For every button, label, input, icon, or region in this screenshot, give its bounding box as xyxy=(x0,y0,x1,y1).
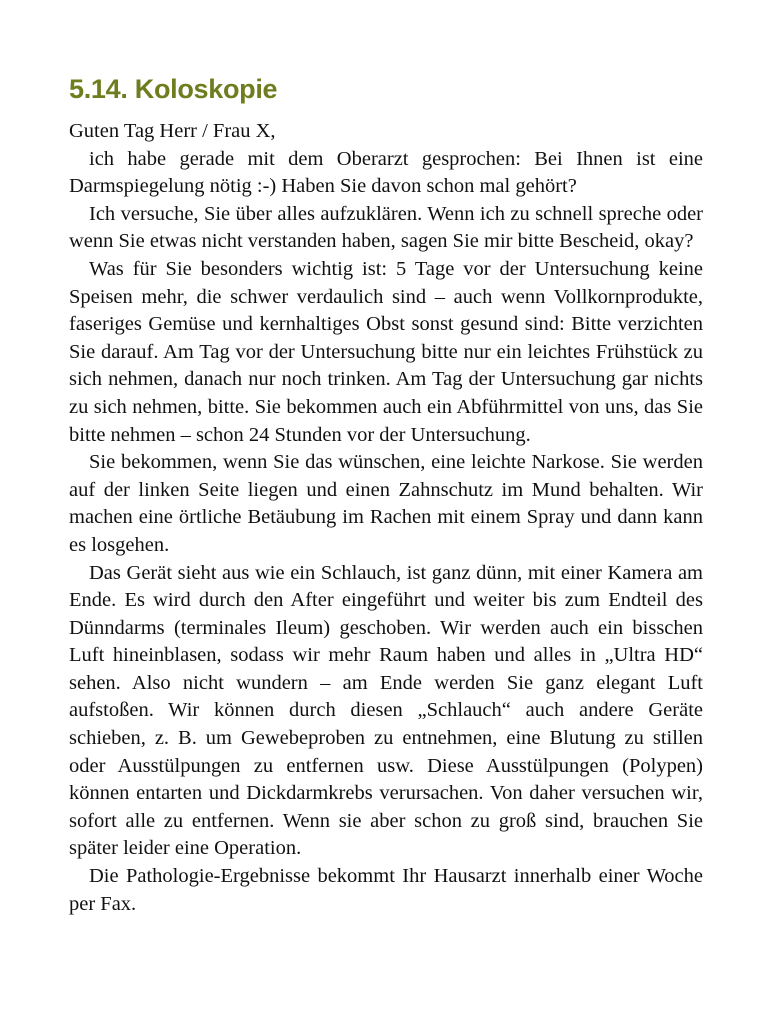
paragraph-diet-instructions: Was für Sie besonders wichtig ist: 5 Tage vor der Untersuchung keine Speisen mehr, die schwer verdaulich sind – auch wenn Vollkornprodukte, faseriges Gemüse und kernhaltiges Obst sonst gesund sind: Bitte verzichten Sie darauf. Am Tag vor der Untersuchung bitte nur ein leichtes Frühstück zu sich nehmen, danach nur noch trinken. Am Tag der Untersuchung gar nichts zu sich nehmen, bitte. Sie bekommen auch ein Abführmittel von uns, das Sie bitte nehmen – schon 24 Stunden vor der Untersuchung. xyxy=(69,257,703,446)
paragraph-procedure: Das Gerät sieht aus wie ein Schlauch, ist ganz dünn, mit einer Kamera am Ende. Es wird durch den After eingeführt und weiter bis zum Endteil des Dünndarms (terminales Ileum) geschoben. Wir werden auch ein bisschen Luft hineinblasen, sodass wir mehr Raum haben und alles in „Ultra HD“ sehen. Also nicht wundern – am Ende werden Sie ganz elegant Luft aufstoßen. Wir können durch diesen „Schlauch“ auch andere Geräte schieben, z. B. um Gewebeproben zu entnehmen, eine Blutung zu stillen oder Ausstülpungen zu entfernen usw. Diese Ausstülpungen (Polypen) können entarten und Dickdarmkrebs verursachen. Von daher versuchen wir, sofort alle zu entfernen. Wenn sie aber schon zu groß sind, brauchen Sie später leider eine Operation. xyxy=(69,561,703,860)
paragraph-salutation: Guten Tag Herr / Frau X, xyxy=(69,120,276,142)
document-page xyxy=(69,70,703,918)
paragraph-anesthesia: Sie bekommen, wenn Sie das wünschen, eine leichte Narkose. Sie werden auf der linken Seite liegen und einen Zahnschutz im Mund behalten. Wir machen eine örtliche Betäubung im Rachen mit einem Spray und dann kann es losgehen. xyxy=(69,451,703,556)
document-body xyxy=(69,118,703,918)
paragraph-intro: ich habe gerade mit dem Oberarzt gesprochen: Bei Ihnen ist eine Darmspiegelung nötig :-) Haben Sie davon schon mal gehört? xyxy=(69,147,703,198)
section-title: 5.14. Koloskopie xyxy=(69,74,278,104)
paragraph-explanation: Ich versuche, Sie über alles aufzuklären. Wenn ich zu schnell spreche oder wenn Sie etwas nicht verstanden haben, sagen Sie mir bitte Bescheid, okay? xyxy=(69,202,703,253)
paragraph-pathology: Die Pathologie-Ergebnisse bekommt Ihr Hausarzt innerhalb einer Woche per Fax. xyxy=(69,865,703,915)
